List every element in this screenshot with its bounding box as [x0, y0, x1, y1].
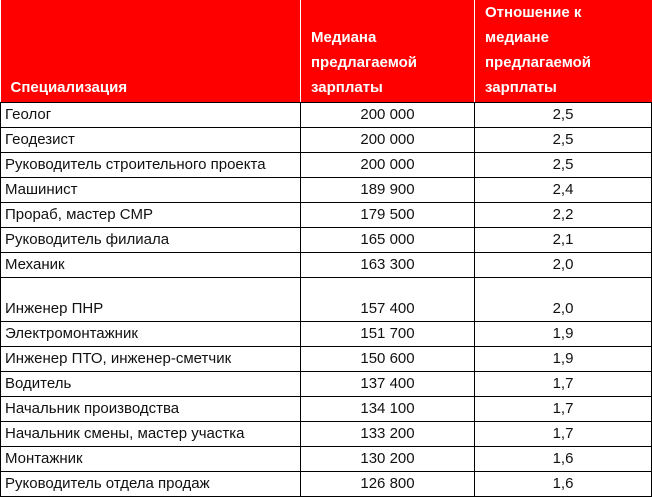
cell-ratio: 2,5 [475, 153, 652, 178]
cell-median-salary: 150 600 [301, 347, 475, 372]
cell-median-salary: 179 500 [301, 203, 475, 228]
cell-specialization: Механик [1, 253, 301, 278]
header-median-salary: Медиана предлагаемой зарплаты [301, 0, 475, 103]
cell-ratio: 1,7 [475, 422, 652, 447]
header-ratio: Отношение к медиане предлагаемой зарплаты [475, 0, 652, 103]
cell-specialization: Руководитель отдела продаж [1, 472, 301, 497]
table-row [1, 278, 652, 322]
header-specialization: Специализация [1, 0, 301, 103]
cell-median-salary: 134 100 [301, 397, 475, 422]
cell-median-salary: 163 300 [301, 253, 475, 278]
cell-specialization: Начальник смены, мастер участка [1, 422, 301, 447]
cell-median-salary: 133 200 [301, 422, 475, 447]
table-row [1, 203, 652, 228]
cell-ratio: 1,9 [475, 347, 652, 372]
table-row [1, 372, 652, 397]
cell-specialization: Руководитель строительного проекта [1, 153, 301, 178]
cell-median-salary: 157 400 [301, 278, 475, 322]
cell-ratio: 1,7 [475, 372, 652, 397]
table-row [1, 322, 652, 347]
cell-ratio: 1,7 [475, 397, 652, 422]
table-row [1, 397, 652, 422]
cell-specialization: Геолог [1, 103, 301, 128]
cell-ratio: 2,0 [475, 253, 652, 278]
cell-median-salary: 130 200 [301, 447, 475, 472]
cell-specialization: Начальник производства [1, 397, 301, 422]
cell-specialization: Инженер ПТО, инженер-сметчик [1, 347, 301, 372]
cell-median-salary: 126 800 [301, 472, 475, 497]
table-row [1, 128, 652, 153]
table-header [1, 0, 652, 103]
cell-ratio: 2,5 [475, 103, 652, 128]
cell-ratio: 2,0 [475, 278, 652, 322]
cell-ratio: 2,1 [475, 228, 652, 253]
cell-ratio: 1,6 [475, 472, 652, 497]
cell-specialization: Монтажник [1, 447, 301, 472]
cell-median-salary: 137 400 [301, 372, 475, 397]
table-row [1, 153, 652, 178]
table-row [1, 228, 652, 253]
cell-ratio: 1,9 [475, 322, 652, 347]
table-body [1, 103, 652, 497]
cell-median-salary: 200 000 [301, 103, 475, 128]
cell-specialization: Водитель [1, 372, 301, 397]
table-row [1, 253, 652, 278]
cell-ratio: 2,2 [475, 203, 652, 228]
table-row [1, 422, 652, 447]
table-row [1, 178, 652, 203]
table-row [1, 103, 652, 128]
header-row [1, 0, 652, 103]
cell-median-salary: 151 700 [301, 322, 475, 347]
cell-median-salary: 200 000 [301, 153, 475, 178]
cell-specialization: Прораб, мастер СМР [1, 203, 301, 228]
cell-ratio: 2,5 [475, 128, 652, 153]
table-row [1, 472, 652, 497]
cell-median-salary: 165 000 [301, 228, 475, 253]
cell-ratio: 2,4 [475, 178, 652, 203]
cell-median-salary: 189 900 [301, 178, 475, 203]
table-row [1, 447, 652, 472]
cell-specialization: Геодезист [1, 128, 301, 153]
cell-specialization: Инженер ПНР [1, 278, 301, 322]
cell-ratio: 1,6 [475, 447, 652, 472]
cell-specialization: Электромонтажник [1, 322, 301, 347]
cell-specialization: Руководитель филиала [1, 228, 301, 253]
table-row [1, 347, 652, 372]
cell-specialization: Машинист [1, 178, 301, 203]
cell-median-salary: 200 000 [301, 128, 475, 153]
